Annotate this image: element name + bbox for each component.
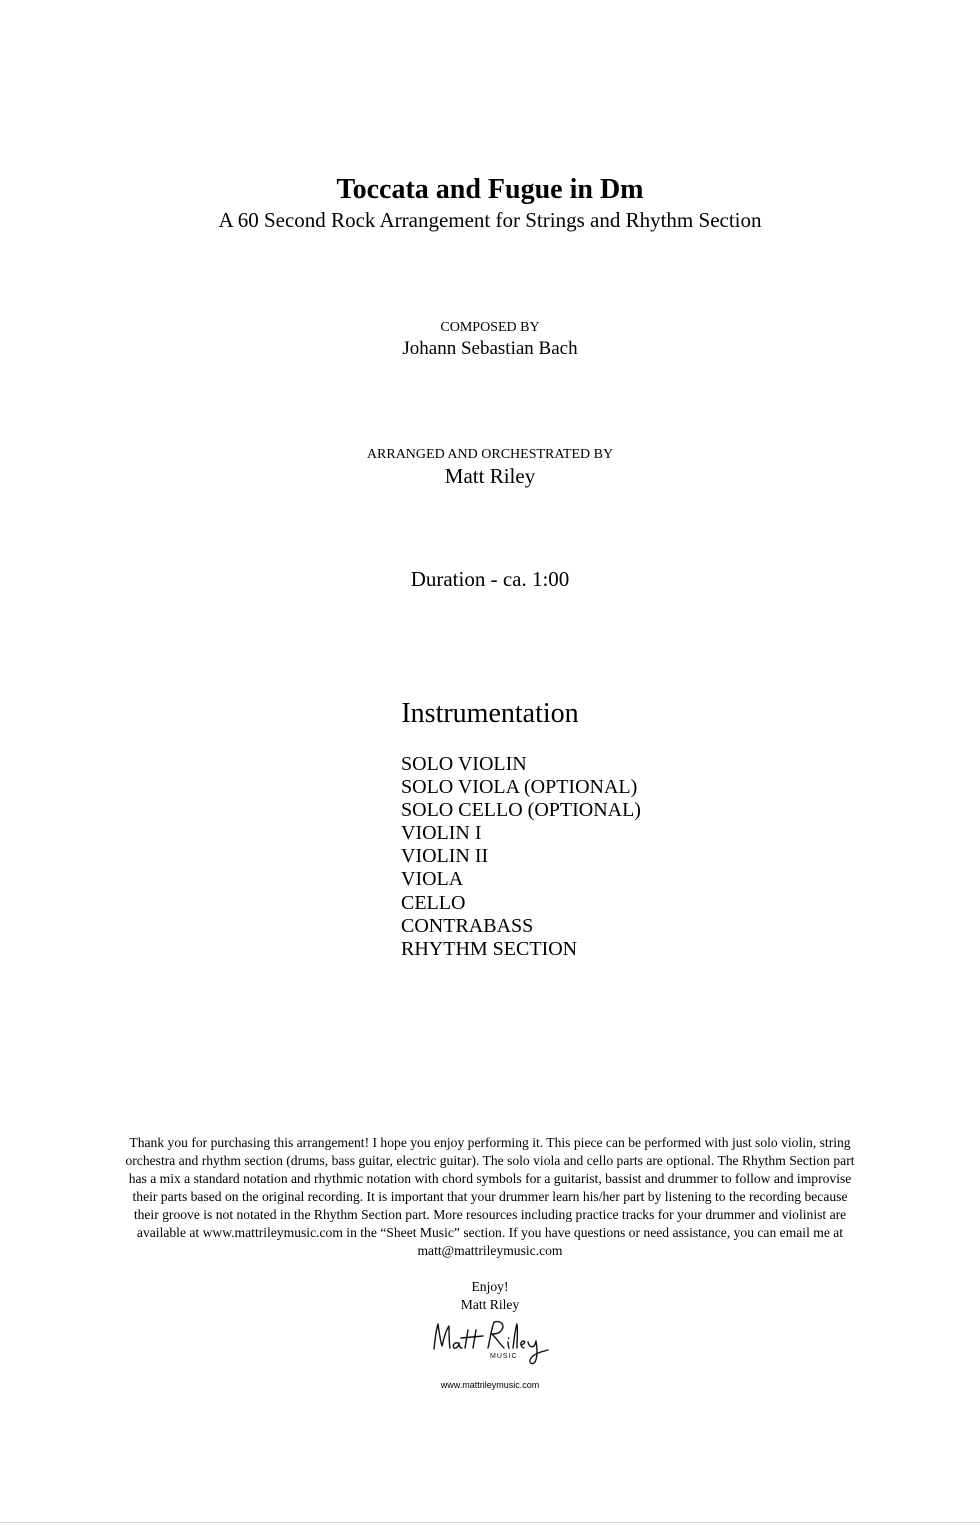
note-line: orchestra and rhythm section (drums, bass guitar, electric guitar). The solo viola and cello parts are optional. The Rhythm Section part: [125, 1153, 855, 1168]
instrumentation-list: [401, 753, 641, 961]
arranged-by-label: ARRANGED AND ORCHESTRATED BY: [366, 447, 614, 462]
composer-name: Johann Sebastian Bach: [402, 338, 578, 359]
instrument-item: CELLO: [401, 891, 466, 914]
note-line: their groove is not notated in the Rhythm Section part. More resources including practice tracks for your drummer and violinist are: [133, 1207, 847, 1222]
note-line: matt@mattrileymusic.com: [417, 1243, 563, 1258]
instrument-item: SOLO VIOLIN: [401, 753, 527, 775]
instrument-item: SOLO VIOLA (OPTIONAL): [401, 776, 638, 799]
instrument-item: CONTRABASS: [401, 914, 534, 937]
matt-riley-music-logo: [428, 1316, 558, 1370]
instrument-item: SOLO CELLO (OPTIONAL): [401, 799, 641, 822]
instrument-item: RHYTHM SECTION: [401, 937, 578, 960]
score-subtitle: A 60 Second Rock Arrangement for Strings and Rhythm Section: [218, 208, 762, 232]
note-line: Thank you for purchasing this arrangement! I hope you enjoy performing it. This piece can be performed with just solo violin, string: [129, 1135, 851, 1150]
signoff-name: Matt Riley: [460, 1297, 520, 1312]
composed-by-label: COMPOSED BY: [440, 320, 540, 335]
instrument-item: VIOLIN I: [401, 822, 482, 845]
score-title: Toccata and Fugue in Dm: [336, 174, 644, 205]
page-edge-divider: [0, 1522, 980, 1523]
duration-text: Duration - ca. 1:00: [410, 567, 570, 591]
website-url[interactable]: www.mattrileymusic.com: [440, 1380, 540, 1390]
arranger-name: Matt Riley: [444, 464, 536, 488]
note-line: their parts based on the original recording. It is important that your drummer learn his/her part by listening to the recording because: [132, 1189, 848, 1204]
instrumentation-heading: Instrumentation: [401, 698, 579, 729]
performance-note: [80, 1134, 900, 1260]
note-line: has a mix a standard notation and rhythmic notation with chord symbols for a guitarist, bassist and drummer to follow and improvise: [128, 1171, 852, 1186]
instrument-item: VIOLA: [401, 868, 464, 891]
note-line: available at www.mattrileymusic.com in the “Sheet Music” section. If you have questions or need assistance, you can email me at: [136, 1225, 844, 1240]
enjoy-text: Enjoy!: [471, 1279, 509, 1294]
instrument-item: VIOLIN II: [401, 845, 489, 868]
logo-tagline: MUSIC: [490, 1353, 518, 1360]
